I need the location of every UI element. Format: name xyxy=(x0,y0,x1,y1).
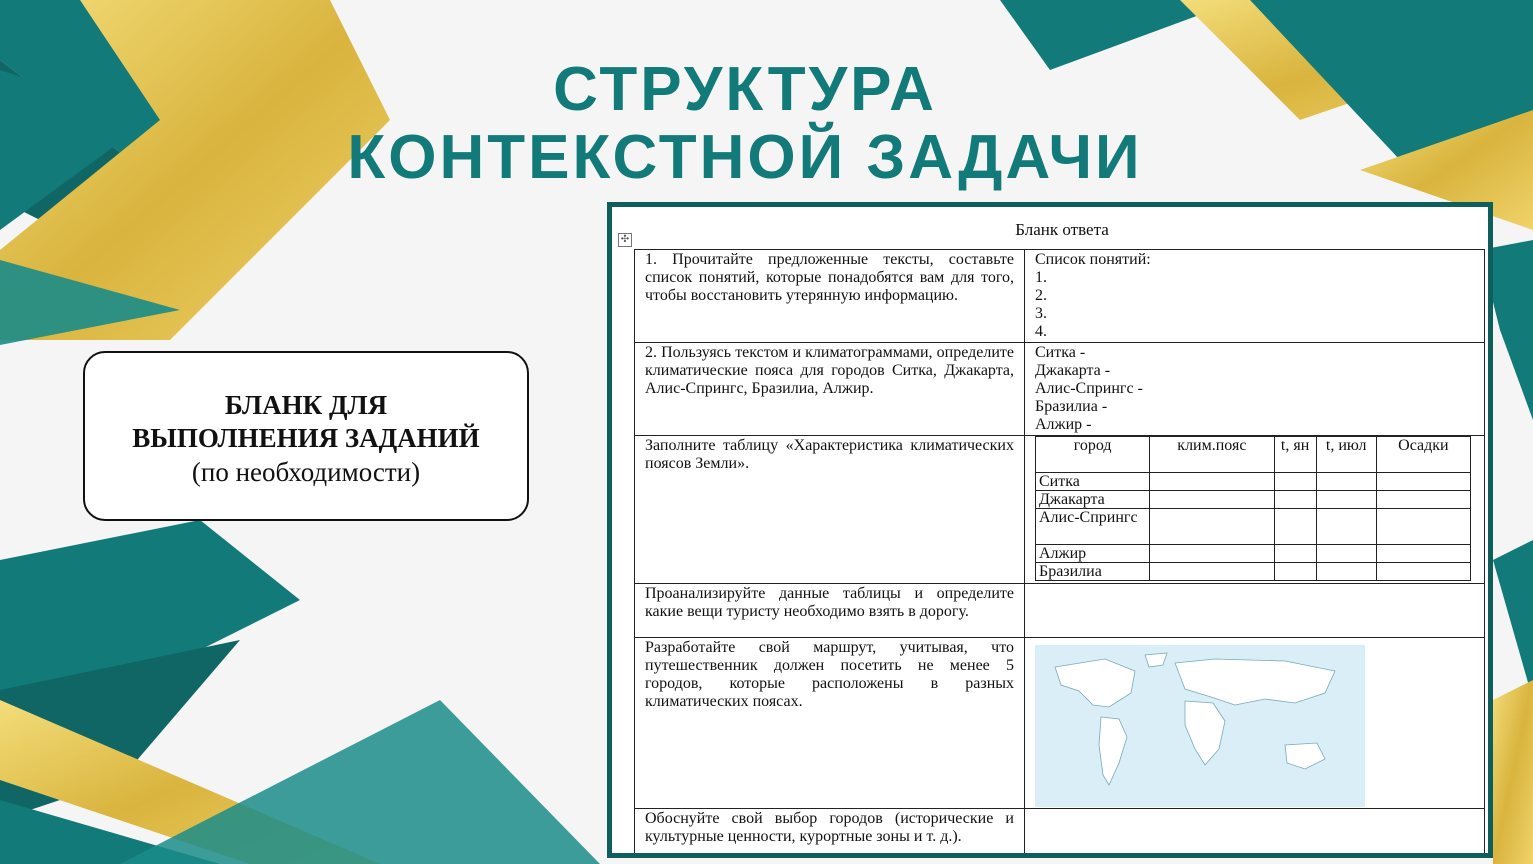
city-line: Алжир - xyxy=(1035,416,1092,433)
concept-item: 1. xyxy=(1035,269,1047,286)
slide-title-line1: СТРУКТУРА xyxy=(553,55,937,124)
task4-answer-cell[interactable] xyxy=(1025,584,1485,638)
climate-table xyxy=(1035,436,1471,581)
task4-text: Проанализируйте данные таблицы и определите какие вещи туристу необходимо взять в дорогу. xyxy=(635,584,1025,638)
city-line: Алис-Спрингс - xyxy=(1035,380,1143,397)
concept-item: 2. xyxy=(1035,287,1047,304)
task5-text: Разработайте свой маршрут, учитывая, что путешественник должен посетить не менее 5 городов, которые расположены в разных климатических поясах. xyxy=(635,638,1025,809)
col-zone: клим.пояс xyxy=(1150,437,1274,473)
city-line: Бразилиа - xyxy=(1035,398,1108,415)
climate-table-cell xyxy=(1025,436,1485,584)
callout-line1: БЛАНК ДЛЯ xyxy=(224,390,388,420)
table-row: Бразилиа xyxy=(1036,563,1150,581)
move-icon[interactable]: ✣ xyxy=(618,233,632,247)
city-line: Джакарта - xyxy=(1035,362,1111,379)
callout-box xyxy=(83,351,529,521)
slide-title-line2: КОНТЕКСТНОЙ ЗАДАЧИ xyxy=(347,123,1143,192)
table-row: Джакарта xyxy=(1036,491,1150,509)
concepts-label: Список понятий: xyxy=(1035,251,1151,268)
answer-table xyxy=(634,249,1485,858)
col-precip: Осадки xyxy=(1376,437,1470,473)
city-line: Ситка - xyxy=(1035,344,1086,361)
task2-text xyxy=(635,343,1025,436)
col-t-jan: t, ян xyxy=(1274,437,1316,473)
world-map-drawing xyxy=(1035,645,1365,807)
table-row: Алис-Спрингс xyxy=(1036,509,1150,545)
task6-text: Обоснуйте свой выбор городов (исторические и культурные ценности, курортные зоны и т. д.). xyxy=(635,809,1025,859)
sheet-title: Бланк ответа xyxy=(1015,220,1109,239)
table-row: Алжир xyxy=(1036,545,1150,563)
task1-text: 1. Прочитайте предложенные тексты, составьте список понятий, которые понадобятся вам для того, чтобы восстановить утерянную информацию. xyxy=(635,250,1025,343)
task3-text: Заполните таблицу «Характеристика климатических поясов Земли». xyxy=(635,436,1025,584)
cities-cell[interactable] xyxy=(1025,343,1485,436)
concepts-cell[interactable] xyxy=(1025,250,1485,343)
col-city: город xyxy=(1036,437,1150,473)
table-row: Ситка xyxy=(1036,473,1150,491)
task6-answer-cell[interactable] xyxy=(1025,809,1485,859)
task2-cities: Ситка, Джакарта, Алис-Спрингс, Бразилиа, Алжир. xyxy=(645,362,1014,397)
answer-sheet xyxy=(607,202,1493,858)
task2-prefix: 2. Пользуясь текстом и климатограммами, определите климатические пояса для городов xyxy=(645,344,1014,379)
callout-line2: ВЫПОЛНЕНИЯ ЗАДАНИЙ xyxy=(132,423,480,453)
world-map xyxy=(1035,645,1365,807)
concept-item: 4. xyxy=(1035,323,1047,340)
col-t-jul: t, июл xyxy=(1316,437,1376,473)
concept-item: 3. xyxy=(1035,305,1047,322)
callout-line3: (по необходимости) xyxy=(191,457,421,487)
map-cell xyxy=(1025,638,1485,809)
